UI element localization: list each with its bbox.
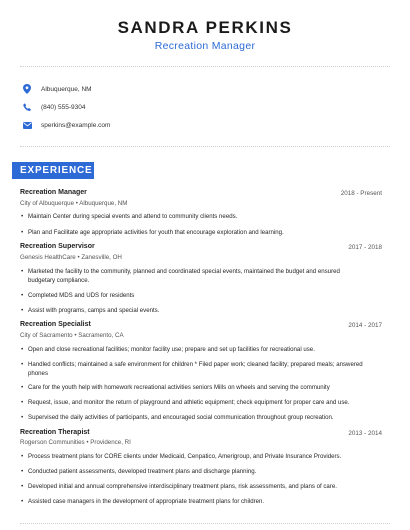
job-title: Recreation Therapist	[20, 429, 90, 436]
contact-email	[22, 120, 110, 130]
job-dates: 2018 - Present	[340, 190, 382, 197]
job-dates: 2017 - 2018	[348, 244, 382, 251]
job-employer: City of Albuquerque	[20, 200, 75, 207]
contact-location-text: Albuquerque, NM	[41, 85, 92, 93]
job-bullet: • Conducted patient assessments, developed treatment plans and discharge planning.	[21, 468, 257, 475]
job-bullet: • Maintain Center during special events and attend to community clients needs.	[21, 213, 238, 220]
job-bullet: • Care for the youth help with homework recreational activities seniors Mills on wheels and serving the community	[21, 384, 330, 391]
job-bullet: • Process treatment plans for CORE clients under Medicaid, Cenpatico, Amerigroup, and Private Insurance Providers.	[21, 453, 342, 460]
contact-location	[22, 84, 92, 94]
job-dates: 2013 - 2014	[348, 430, 382, 437]
job-bullet: • Open and close recreational facilities; monitor facility use; prepare and set up facilities for recreational use.	[21, 346, 315, 353]
job-employer: Rogerson Communities	[20, 439, 85, 446]
job-employer-line: Genesis HealthCare • Zanesville, OH	[20, 254, 122, 261]
job-employer-line: City of Albuquerque • Albuquerque, NM	[20, 200, 128, 207]
job-employer-line: Rogerson Communities • Providence, RI	[20, 439, 131, 446]
job-bullet: • Assist with programs, camps and special events.	[21, 307, 160, 314]
contact-phone-text: (840) 555-9304	[41, 103, 86, 111]
candidate-name: SANDRA PERKINS	[117, 18, 293, 37]
job-title: Recreation Specialist	[20, 321, 91, 328]
job-employer-line: City of Sacramento • Sacramento, CA	[20, 332, 124, 339]
job-location: Zanesville, OH	[81, 254, 122, 261]
contact-phone	[22, 102, 85, 112]
phone-icon	[22, 102, 32, 112]
email-icon	[22, 120, 32, 130]
divider	[20, 146, 390, 147]
job-employer: Genesis HealthCare	[20, 254, 76, 261]
job-title: Recreation Manager	[20, 189, 87, 196]
job-bullet: • Assisted case managers in the development of appropriate treatment plans for children.	[21, 498, 265, 505]
job-title: Recreation Supervisor	[20, 243, 95, 250]
job-dates: 2014 - 2017	[348, 322, 382, 329]
section-heading-experience: EXPERIENCE	[12, 162, 94, 179]
job-bullet: • Supervised the daily activities of participants, and encouraged social communication throughout group recreation.	[21, 414, 334, 421]
location-pin-icon	[22, 84, 32, 94]
job-bullet: • Request, issue, and monitor the return of playground and athletic equipment; check equipment for proper care and use.	[21, 399, 350, 406]
job-employer: City of Sacramento	[20, 332, 73, 339]
job-location: Albuquerque, NM	[79, 200, 128, 207]
job-location: Providence, RI	[90, 439, 131, 446]
job-bullet: • Marketed the facility to the community, planned and coordinated special events, maintained the budget and ensured budgetary compliance.	[21, 268, 340, 284]
contact-email-text: sperkins@example.com	[41, 121, 111, 129]
job-location: Sacramento, CA	[78, 332, 124, 339]
job-bullet: • Developed initial and annual comprehensive interdisciplinary treatment plans, risk assessments, and plans of care.	[21, 483, 337, 490]
divider	[20, 66, 390, 67]
divider	[20, 523, 390, 524]
job-bullet: • Handled conflicts; maintained a safe environment for children * Filed paper work; cleaned facility; prepared meals; answered phones	[21, 361, 363, 377]
candidate-title: Recreation Manager	[154, 40, 256, 52]
job-bullet: • Completed MDS and UDS for residents	[21, 292, 135, 299]
job-bullet: • Plan and Facilitate age appropriate activities for youth that encourage exploration and learning.	[21, 229, 284, 236]
